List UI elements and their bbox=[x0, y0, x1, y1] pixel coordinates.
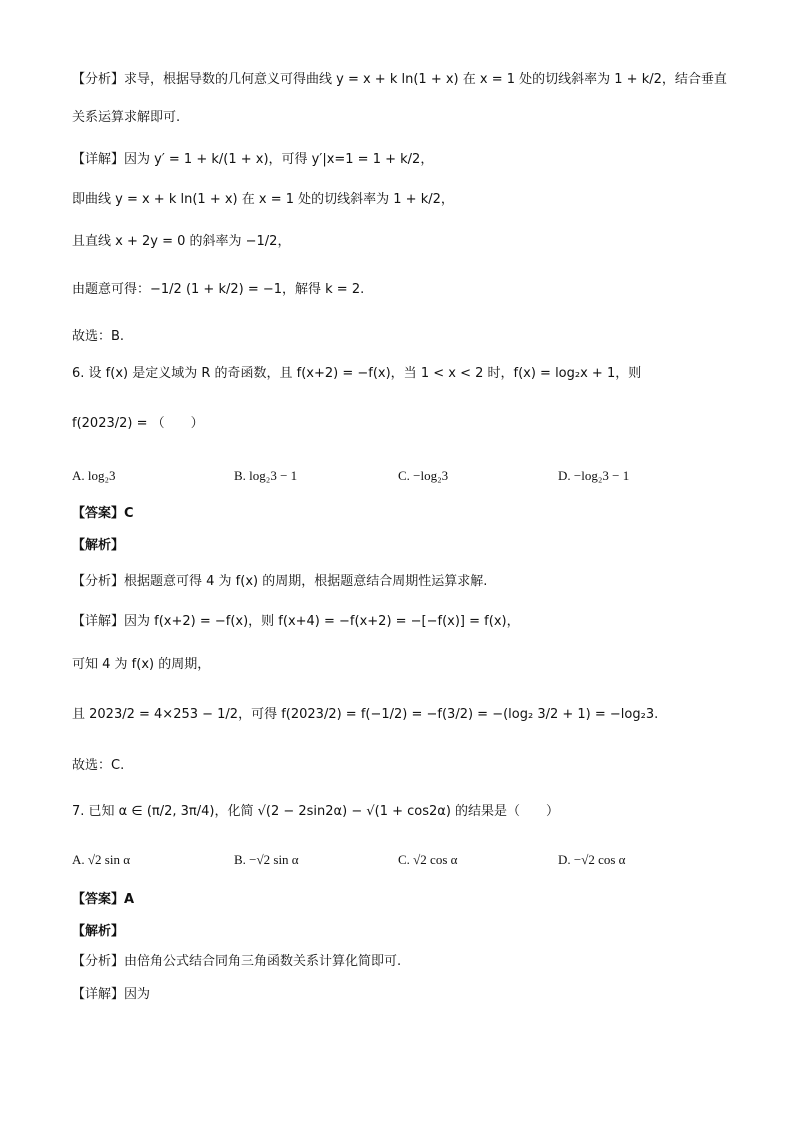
q7-option-a: A. √2 sin α bbox=[72, 852, 131, 867]
analysis-line-q6: 【分析】根据题意可得 4 为 f(x) 的周期，根据题意结合周期性运算求解. bbox=[72, 574, 488, 589]
detail-line-q5-2: 即曲线 y = x + k ln(1 + x) 在 x = 1 处的切线斜率为 1 + k/2， bbox=[72, 192, 454, 207]
question-6-stem: 6. 设 f(x) 是定义域为 R 的奇函数，且 f(x+2) = −f(x)，当 1 < x < 2 时，f(x) = log₂x + 1，则 bbox=[72, 366, 642, 381]
answer-choice-q6: 故选：C. bbox=[72, 758, 125, 773]
question-7-stem: 7. 已知 α ∈ (π/2, 3π/4)，化简 √(2 − 2sin2α) − √(1 + cos2α) 的结果是（ ） bbox=[72, 804, 560, 819]
q7-option-d: D. −√2 cos α bbox=[558, 852, 626, 867]
solution-label-q7: 【解析】 bbox=[72, 924, 125, 939]
analysis-line-q7: 【分析】由倍角公式结合同角三角函数关系计算化简即可. bbox=[72, 954, 402, 969]
detail-line-q5-3: 且直线 x + 2y = 0 的斜率为 −1/2， bbox=[72, 234, 291, 249]
answer-choice-q5: 故选：B. bbox=[72, 329, 125, 344]
detail-line-q6-2: 可知 4 为 f(x) 的周期， bbox=[72, 657, 211, 672]
q6-option-c: C. −log₂3 bbox=[398, 468, 449, 483]
question-6-expression: f(2023/2) = （ ） bbox=[72, 416, 204, 431]
detail-line-q5-1: 【详解】因为 y′ = 1 + k/(1 + x)，可得 y′|x=1 = 1 + k/2， bbox=[72, 152, 434, 167]
q7-option-b: B. −√2 sin α bbox=[234, 852, 299, 867]
analysis-line-q5-cont: 关系运算求解即可. bbox=[72, 110, 181, 125]
q6-option-d: D. −log₂3 − 1 bbox=[558, 468, 630, 483]
detail-line-q7-1: 【详解】因为 bbox=[72, 987, 151, 1002]
solution-label-q6: 【解析】 bbox=[72, 538, 125, 553]
answer-label-q7: 【答案】A bbox=[72, 892, 135, 907]
analysis-line-q5: 【分析】求导，根据导数的几何意义可得曲线 y = x + k ln(1 + x) 在 x = 1 处的切线斜率为 1 + k/2，结合垂直 bbox=[72, 72, 727, 87]
q6-option-a: A. log₂3 bbox=[72, 468, 116, 483]
q6-option-b: B. log₂3 − 1 bbox=[234, 468, 298, 483]
detail-line-q6-3: 且 2023/2 = 4×253 − 1/2，可得 f(2023/2) = f(−1/2) = −f(3/2) = −(log₂ 3/2 + 1) = −log₂3. bbox=[72, 707, 659, 722]
answer-label-q6: 【答案】C bbox=[72, 506, 134, 521]
detail-line-q5-4: 由题意可得：−1/2 (1 + k/2) = −1，解得 k = 2. bbox=[72, 282, 365, 297]
q7-option-c: C. √2 cos α bbox=[398, 852, 458, 867]
detail-line-q6-1: 【详解】因为 f(x+2) = −f(x)，则 f(x+4) = −f(x+2) = −[−f(x)] = f(x)， bbox=[72, 614, 520, 629]
